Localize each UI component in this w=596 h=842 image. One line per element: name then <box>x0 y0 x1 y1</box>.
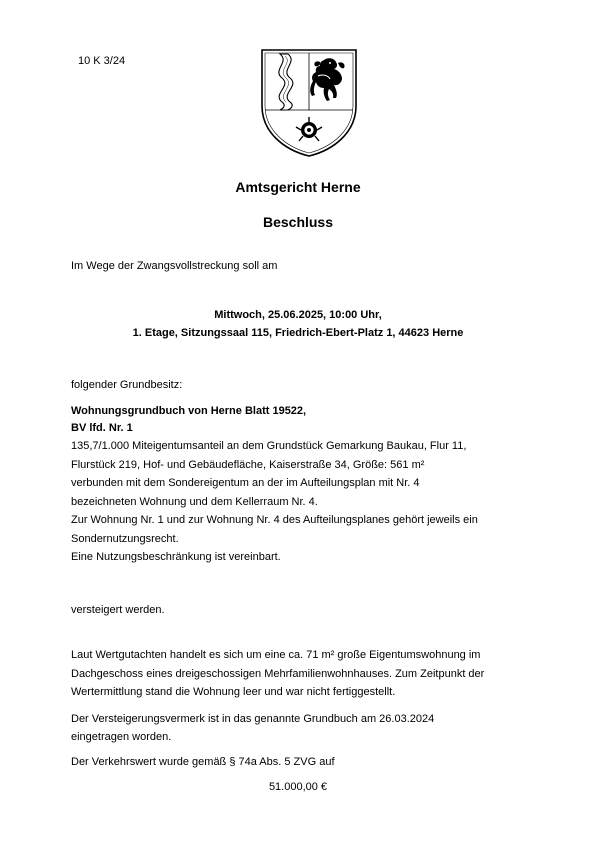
property-title-number: BV lfd. Nr. 1 <box>71 422 133 434</box>
appointment-place: 1. Etage, Sitzungssaal 115, Friedrich-Ebert-Platz 1, 44623 Herne <box>132 327 464 339</box>
property-line: verbunden mit dem Sondereigentum an der im Aufteilungsplan mit Nr. 4 <box>71 477 420 489</box>
valuation-line: Laut Wertgutachten handelt es sich um eine ca. 71 m² große Eigentumswohnung im <box>71 649 481 661</box>
nrw-coat-of-arms-icon <box>258 48 360 158</box>
registration-line: Der Versteigerungsvermerk ist in das genannte Grundbuch am 26.03.2024 <box>71 713 435 725</box>
property-line: Zur Wohnung Nr. 1 und zur Wohnung Nr. 4 des Aufteilungsplanes gehört jeweils ein <box>71 514 478 526</box>
intro-text: Im Wege der Zwangsvollstreckung soll am <box>71 260 278 272</box>
property-title-registry: Wohnungsgrundbuch von Herne Blatt 19522, <box>71 405 307 417</box>
market-value-amount: 51.000,00 € <box>268 781 328 793</box>
auction-statement: versteigert werden. <box>71 604 165 616</box>
valuation-line: Dachgeschoss eines dreigeschossigen Mehrfamilienwohnhauses. Zum Zeitpunkt der <box>71 668 485 680</box>
valuation-line: Wertermittlung stand die Wohnung leer und war nicht fertiggestellt. <box>71 686 396 698</box>
registration-line: eingetragen worden. <box>71 731 172 743</box>
document-type-title: Beschluss <box>262 214 334 230</box>
property-line: Flurstück 219, Hof- und Gebäudefläche, Kaiserstraße 34, Größe: 561 m² <box>71 459 425 471</box>
property-line: bezeichneten Wohnung und dem Kellerraum Nr. 4. <box>71 496 318 508</box>
market-value-intro: Der Verkehrswert wurde gemäß § 74a Abs. 5 ZVG auf <box>71 756 335 768</box>
property-intro: folgender Grundbesitz: <box>71 379 183 391</box>
property-line: Eine Nutzungsbeschränkung ist vereinbart. <box>71 551 281 563</box>
case-number: 10 K 3/24 <box>78 55 126 67</box>
property-line: 135,7/1.000 Miteigentumsanteil an dem Grundstück Gemarkung Baukau, Flur 11, <box>71 440 467 452</box>
court-name: Amtsgericht Herne <box>235 179 361 195</box>
appointment-date: Mittwoch, 25.06.2025, 10:00 Uhr, <box>214 309 382 321</box>
property-line: Sondernutzungsrecht. <box>71 533 179 545</box>
